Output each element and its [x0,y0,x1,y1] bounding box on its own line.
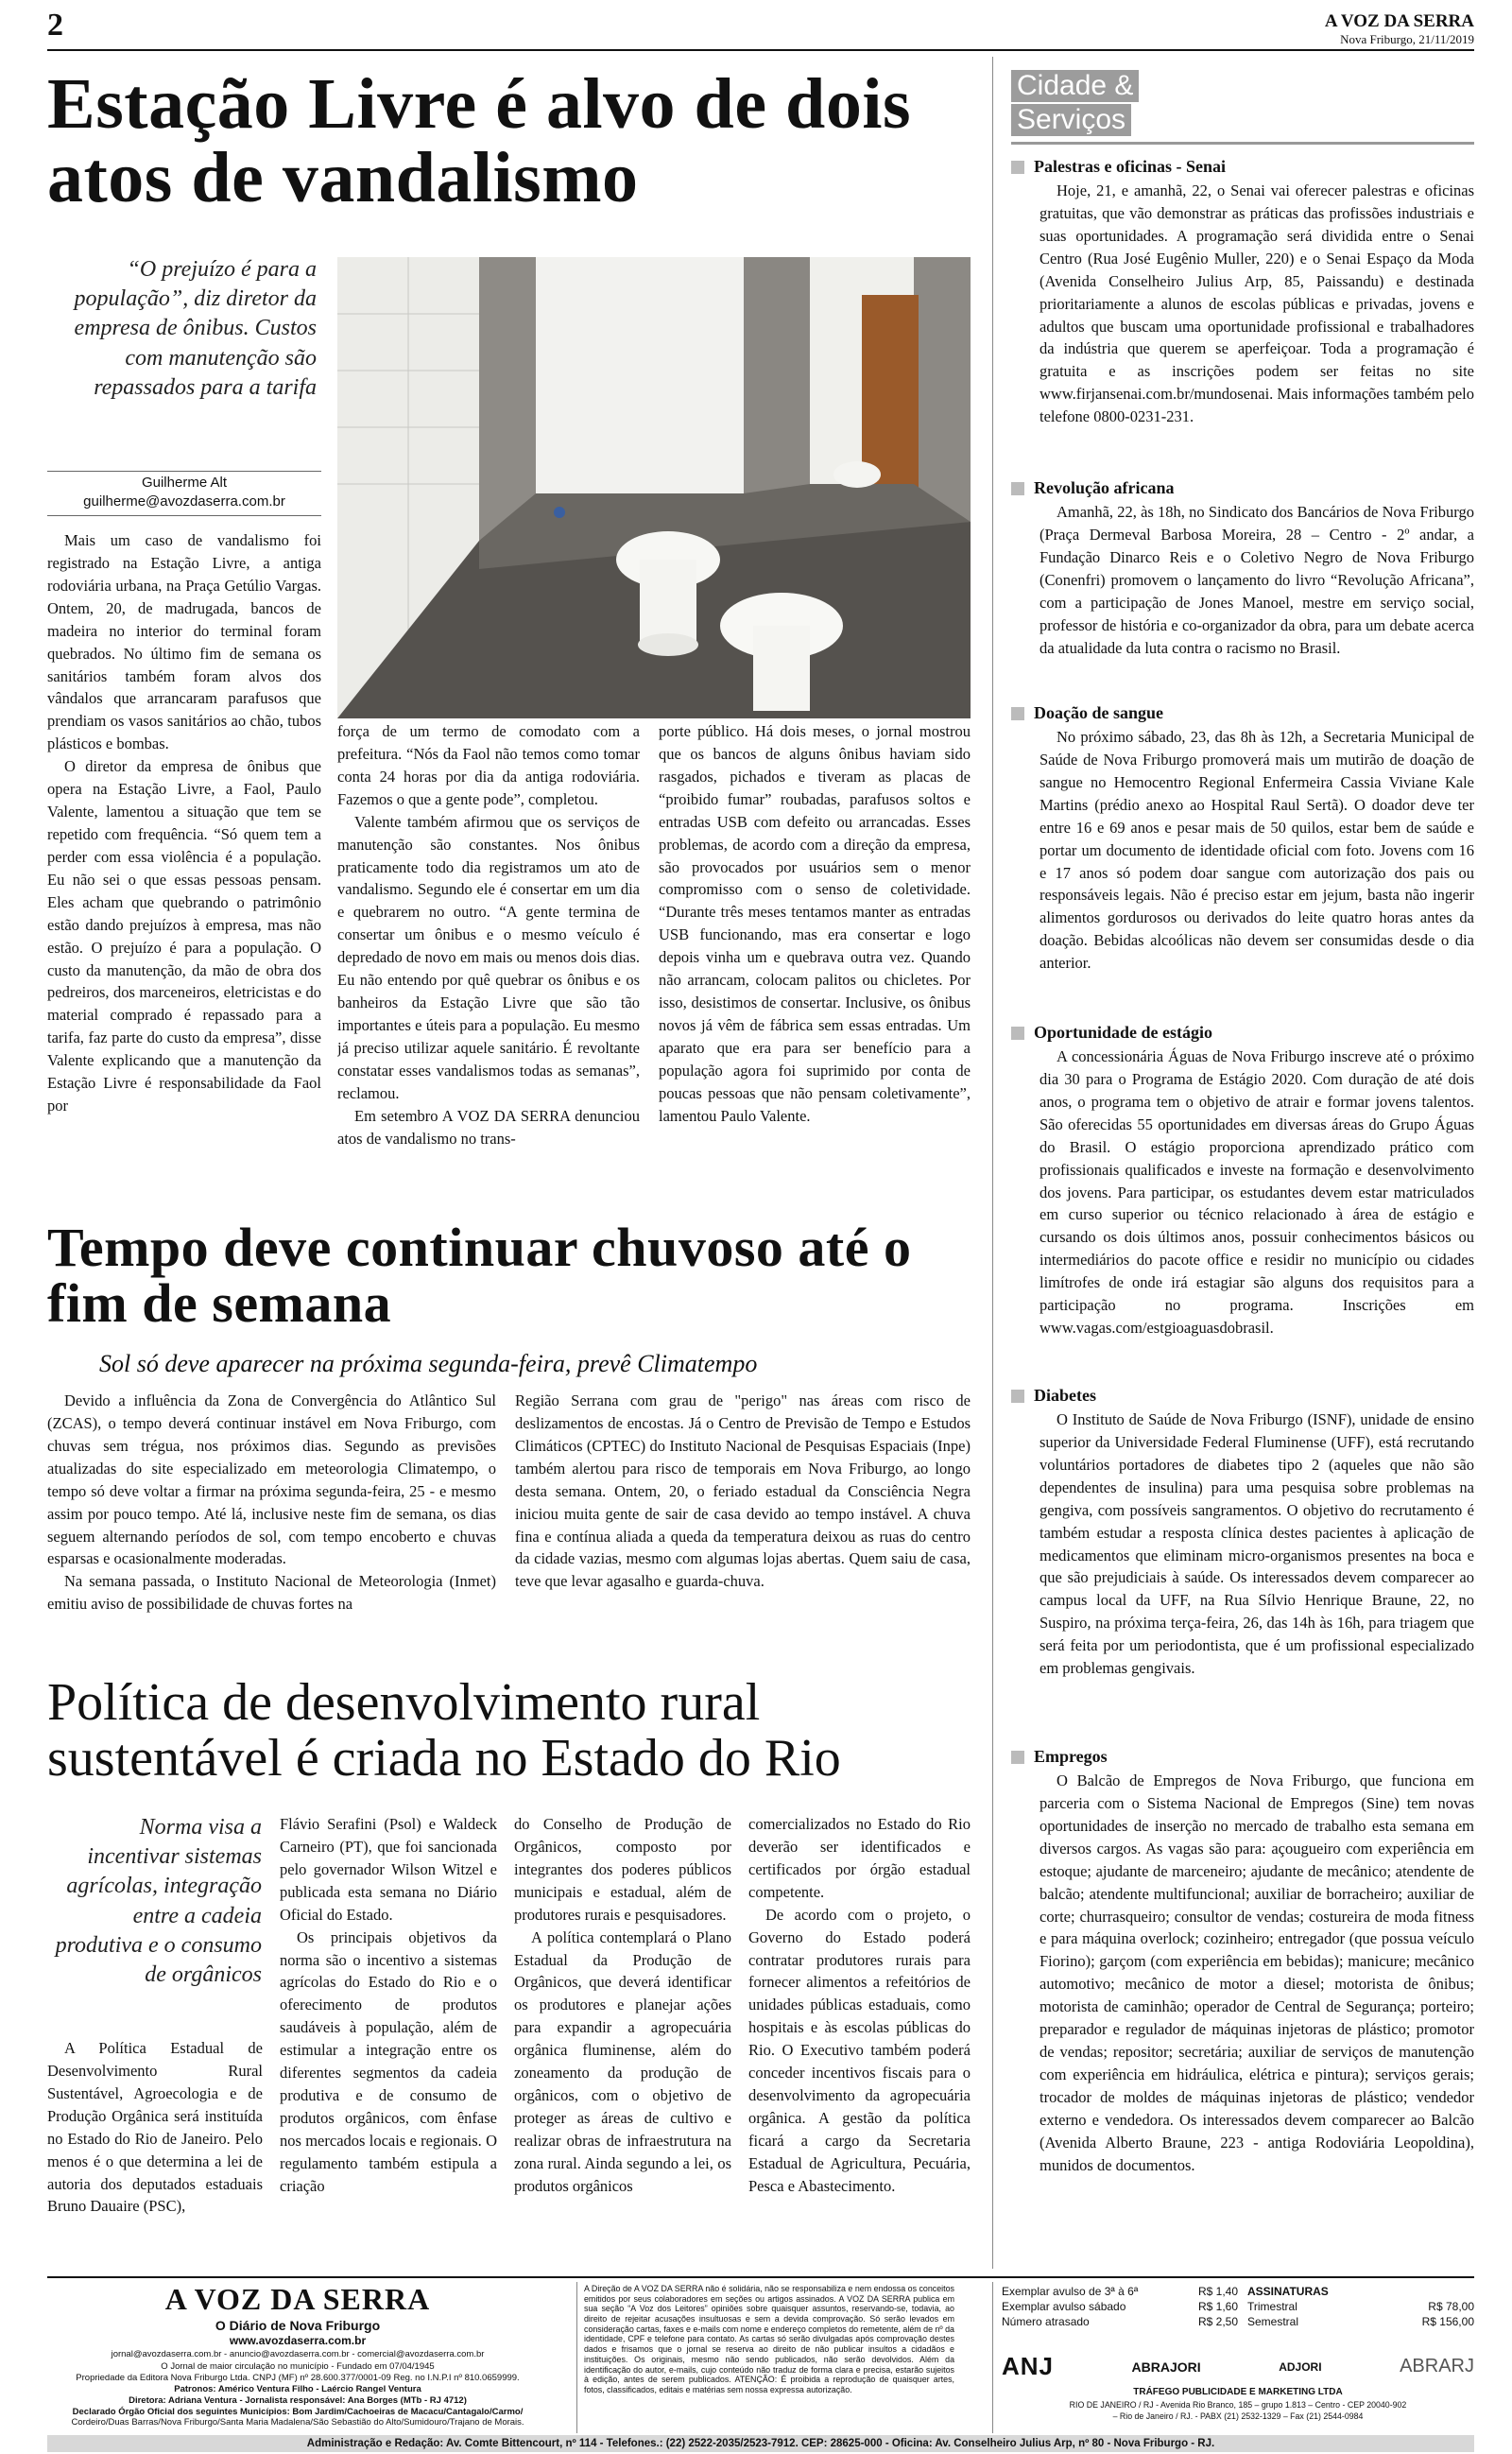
article3-headline: Política de desenvolvimento rural sustentável é criada no Estado do Rio [47,1673,841,1788]
article3-col2-p1: Flávio Serafini (Psol) e Waldeck Carneiro (PT), que foi sancionada pelo governador Wilson Witzel e publicada esta semana no Diário Oficial do Estado. [280,1815,497,1924]
subs-title: ASSINATURAS [1247,2285,1329,2298]
footer-divider-2 [992,2282,993,2433]
price-row [1002,2299,1238,2314]
page-number: 2 [47,8,63,43]
article3-col2 [280,1813,497,2250]
credit-line: Propriedade da Editora Nova Friburgo Ltda. CNPJ (MF) nº 28.600.377/0001-09 Reg. no I.N.P.I nº 810.0659999. [76,2372,520,2383]
article2-headline: Tempo deve continuar chuvoso até o fim de semana [47,1217,912,1335]
sidebar-body-empregos [1040,1770,1474,2252]
byline-email: guilherme@avozdaserra.com.br [83,493,285,510]
sidebar-body-empregos-text: O Balcão de Empregos de Nova Friburgo, que funciona em parceria com o Sistema Nacional de Empregos (Sine) tem novas oportunidades de inserção no mercado de trabalho esta semana em diversos cargos. As vagas são para: açougueiro com experiência em estoque; ajudante de marceneiro; ajudante de mecânico; atendente de balcão; atendente multifuncional; auxiliar de borracheiro; auxiliar de corte; churrasqueiro; consultor de vendas; costureira de moda fitness e para máquina overlock; cozinheiro; entregador (que possua veículo Fiorino); garçom (com experiência em bebidas); manicure; mecânico automotivo; mecânico de motor a diesel; motorista de ônibus; motorista de caminhão; operador de Central de Segurança; porteiro; preparador e regulador de máquinas injetoras de plástico; promotor de vendas; repositor; secretária; auxiliar de serviços de manutenção com experiência em hidráulica, elétrica e pintura); serviços gerais; trocador de moldes de máquinas injetoras de plástico; vendedor externo e vendedora. Os interessados devem comparecer ao Balcão (Avenida Alberto Braune, 223 - antiga Rodoviária Leopoldina), munidos de documentos. [1040,1771,1474,2174]
traffic-line2: – Rio de Janeiro / RJ. - PABX (21) 2532-1329 – Fax (21) 2544-0984 [1112,2411,1364,2421]
subs-label: Semestral [1247,2315,1299,2329]
sidebar-head-senai-text: Palestras e oficinas - Senai [1034,157,1226,176]
article1-col1-p1: Mais um caso de vandalismo foi registrado na Estação Livre, a antiga rodoviária urbana, na Praça Getúlio Vargas. Ontem, 20, de madrugada, bancos de madeira no interior do terminal foram quebrados. No último fim de semana os sanitários também foram alvos dos vândalos que arrancaram parafusos que prendiam os vasos sanitários ao chão, tubos plásticos e bombas. [47,531,321,753]
sidebar-head-empregos-text: Empregos [1034,1747,1108,1766]
footer-credits [47,2361,548,2428]
sidebar-head-estagio-text: Oportunidade de estágio [1034,1023,1213,1042]
footer-prices [1002,2284,1238,2330]
bullet-square-icon [1011,707,1024,720]
paper-name: A VOZ DA SERRA [1324,11,1474,31]
sidebar-head-revolucao-text: Revolução africana [1034,478,1175,497]
abrajori-logo: ABRAJORI [1131,2359,1201,2375]
article3-col2-p2: Os principais objetivos da norma são o incentivo a sistemas agrícolas do Estado do Rio e o oferecimento de produtos saudáveis à população, além de estimular a integração entre os diferentes segmentos da cadeia produtiva e de consumo de produtos orgânicos, com ênfase nos mercados locais e regionais. O regulamento também estipula a criação [280,1927,497,2195]
article3-col1-p1: A Política Estadual de Desenvolvimento Rural Sustentável, Agroecologia e de Produção Orgânica será instituída no Estado do Rio de Janeiro. Pelo menos é o que determina a lei de autoria dos deputados estaduais Bruno Dauaire (PSC), [47,2039,263,2216]
footer-site: www.avozdaserra.com.br [229,2334,367,2347]
price-value: R$ 2,50 [1197,2315,1238,2329]
article3-col3-p1: do Conselho de Produção de Orgânicos, composto por integrantes dos poderes públicos municipais e estadual, além de produtores rurais e pesquisadores. [514,1815,731,1924]
bullet-square-icon [1011,1751,1024,1764]
sidebar-head-sangue [1011,703,1474,723]
sidebar-title-2: Serviços [1011,104,1131,136]
sidebar-head-diabetes [1011,1386,1474,1406]
article1-col3-p1: porte público. Há dois meses, o jornal mostrou que os bancos de alguns ônibus haviam sido rasgados, pichados e tiveram as placas de “proibido fumar” roubadas, parafusos soltos e entradas USB com defeito ou arrancadas. Esses problemas, de acordo com a direção da empresa, são provocados por usuários sem o menor compromisso com o senso de coletividade. “Durante três meses tentamos manter as entradas USB funcionando, mas era consertar e logo depois vinha um e quebrava outra vez. Quando não arrancam, colocam palitos ou chicletes. Por isso, desistimos de consertar. Inclusive, os ônibus novos já vêm de fábrica sem essas entradas. Um aparato que era para ser benefício para a população agora foi suprimido por conta de poucas pessoas que não pensam coletivamente”, lamentou Paulo Valente. [659,722,971,1125]
article1-col2 [337,720,640,1204]
price-row [1002,2284,1238,2299]
footer-address-bar: Administração e Redação: Av. Comte Bittencourt, nº 114 - Telefones.: (22) 2522-2035/2523-7912. CEP: 28625-000 - Oficina: Av. Conselheiro Julius Arp, nº 80 - Nova Friburgo - RJ. [47,2435,1474,2452]
price-row [1002,2314,1238,2329]
sidebar-body-sangue [1040,726,1474,1010]
subs-row [1247,2299,1474,2314]
article3-col1 [47,2037,263,2250]
price-label: Exemplar avulso sábado [1002,2300,1126,2314]
anj-logo: ANJ [1002,2352,1055,2380]
article1-col2-p1: força de um termo de comodato com a prefeitura. “Nós da Faol não temos como tomar conta 24 horas por dia da antiga rodoviária. Fazemos o que a gente pode”, completou. [337,722,640,808]
price-value: R$ 1,40 [1197,2285,1238,2298]
subs-row [1247,2314,1474,2329]
footer-emails: jornal@avozdaserra.com.br - anuncio@avozdaserra.com.br - comercial@avozdaserra.com.br [111,2349,485,2359]
article1-col2-p3: Em setembro A VOZ DA SERRA denunciou atos de vandalismo no trans- [337,1106,640,1148]
footer-rule [47,2276,1474,2278]
article3-col4 [748,1813,971,2250]
footer-subs [1247,2284,1474,2330]
bullet-square-icon [1011,161,1024,174]
article1-col3 [659,720,971,1204]
sidebar-body-estagio-text: A concessionária Águas de Nova Friburgo inscreve até o próximo dia 30 para o Programa de Estágio 2020. Com duração de até dois anos, o programa tem o objetivo de atrair e formar jovens talentos. São oferecidas 55 oportunidades em diversas áreas do Grupo Águas do Brasil. O estágio proporciona aprendizado prático com profissionais qualificados e investe na formação e desenvolvimento dos jovens. Para participar, os estudantes devem estar matriculados em curso superior ou técnico relacionado à área de estágio e cursando os dois últimos anos, possuir conhecimentos básicos ou intermediários do pacote office e residir no município ou cidades limítrofes de onde irá estagiar são alguns dos requisitos para a participação no programa. Inscrições em www.vagas.com/estgioaguasdobrasil. [1040,1047,1474,1338]
sidebar-body-sangue-text: No próximo sábado, 23, das 8h às 12h, a Secretaria Municipal de Saúde de Nova Friburgo promoverá mais um mutirão de doação de sangue no Hemocentro Regional Enfermeira Cassia Viviane Kale Martins (prédio anexo ao Hospital Raul Sertã). O doador deve ter entre 16 e 69 anos e pesar mais de 50 quilos, estar bem de saúde e portar um documento de identidade oficial com foto. Jovens com 16 e 17 anos só podem doar sangue com autorização dos pais ou responsáveis legais. Não é preciso estar em jejum, basta não ingerir alimentos gordurosos ou derivados do leite quatro horas antes da doação. Bebidas alcoólicas não devem ser consumidas desde o dia anterior. [1040,728,1474,973]
sidebar-body-diabetes [1040,1408,1474,1730]
subs-label: Trimestral [1247,2300,1297,2314]
bullet-square-icon [1011,482,1024,495]
article1-headline: Estação Livre é alvo de dois atos de vandalismo [47,64,912,217]
credit-line: Cordeiro/Duas Barras/Nova Friburgo/Santa Maria Madalena/São Sebastião do Alto/Sumidouro/Trajano de Morais. [71,2417,524,2428]
article3-col4-p1: comercializados no Estado do Rio deverão ser identificados e certificados por órgão estadual competente. [748,1815,971,1901]
article2-col1 [47,1390,496,1626]
byline-rule-bottom [47,515,321,516]
subs-value: R$ 78,00 [1428,2300,1474,2314]
article2-deck: Sol só deve aparecer na próxima segunda-feira, prevê Climatempo [99,1350,758,1377]
sidebar-divider [992,57,993,2269]
bullet-square-icon [1011,1390,1024,1403]
sidebar-rule [1011,142,1474,145]
price-value: R$ 1,60 [1197,2300,1238,2314]
article2-col2 [515,1390,971,1626]
credit-line: O Jornal de maior circulação no município - Fundado em 07/04/1945 [161,2361,435,2372]
price-label: Número atrasado [1002,2315,1090,2329]
restroom-photo-illustration [337,257,971,718]
sidebar-body-senai-text: Hoje, 21, e amanhã, 22, o Senai vai oferecer palestras e oficinas gratuitas, que vão demonstrar as práticas das profissões industriais e suas oportunidades. A programação será dividida entre o Senai Centro (Rua José Eugênio Muller, 220) e o Senai Espaço da Moda (Avenida Conselheiro Julius Arp, 85, Paissandu) e destinada prioritariamente a alunos de escolas públicas e privadas, jovens e adultos que buscam uma oportunidade profissional e trabalhadores da indústria que querem se aperfeiçoar. Toda a programação é gratuita e as inscrições podem ser feitas no site www.firjansenai.com.br/mundosenai. Mais informações também pelo telefone 0800-0231-231. [1040,181,1474,426]
credit-line: Patronos: Américo Ventura Filho - Laércio Rangel Ventura [174,2383,421,2394]
sidebar-head-sangue-text: Doação de sangue [1034,703,1164,722]
credit-line: Diretora: Adriana Ventura - Jornalista responsável: Ana Borges (MTb - RJ 4712) [129,2394,467,2406]
traffic-title: TRÁFEGO PUBLICIDADE E MARKETING LTDA [1133,2387,1343,2397]
article3-col4-p2: De acordo com o projeto, o Governo do Estado poderá contratar produtores rurais para fornecer alimentos a refeitórios de unidades públicas estaduais, como hospitais e às escolas públicas do Rio. O Executivo também poderá conceder incentivos fiscais para o desenvolvimento da agropecuária orgânica. A gestão da política ficará a cargo da Secretaria Estadual de Agricultura, Pecuária, Pesca e Abastecimento. [748,1905,971,2195]
footer-divider-1 [576,2282,577,2433]
sidebar-body-diabetes-text: O Instituto de Saúde de Nova Friburgo (ISNF), unidade de ensino superior da Universidade Federal Fluminense (UFF), está recrutando voluntários portadores de diabetes tipo 2 (aqueles que não são dependentes de insulina) para uma pesquisa sobre problemas na gengiva, com possíveis sangramentos. O objetivo do recrutamento é também estudar a resposta clínica destes pacientes à aplicação de medicamentos que eliminam micro-organismos presentes na boca e que são prejudiciais à saúde. Os interessados devem comparecer ao campus local da UFF, na Rua Sílvio Henrique Braune, 22, no Suspiro, na próxima terça-feira, 26, das 14h às 16h, para triagem que será feita por um periodontista, que é um profissional especializado em problemas gengivais. [1040,1410,1474,1678]
sidebar-head-revolucao [1011,478,1474,498]
sidebar-head-estagio [1011,1023,1474,1043]
footer-logos [1002,2352,1474,2381]
sidebar-body-estagio [1040,1046,1474,1367]
sidebar-head-empregos [1011,1747,1474,1767]
price-label: Exemplar avulso de 3ª à 6ª [1002,2285,1139,2298]
restroom-photo [337,257,971,718]
footer-brand: A VOZ DA SERRA [164,2282,431,2316]
adjori-logo: ADJORI [1279,2359,1322,2374]
sidebar-head-senai [1011,157,1474,177]
article2-col1-p1: Devido a influência da Zona de Convergência do Atlântico Sul (ZCAS), o tempo deverá continuar instável em Nova Friburgo, com chuvas sem trégua, nos próximos dias. Segundo as previsões atualizadas do site especializado em meteorologia Climatempo, o tempo só deve voltar a firmar na próxima segunda-feira, 25 - e mesmo assim por pouco tempo. Até lá, inclusive neste fim de semana, os dias seguem alternando períodos de sol, com tempo encoberto e chuvas esparsas e ocasionalmente moderadas. [47,1391,496,1568]
subs-value: R$ 156,00 [1421,2315,1474,2329]
sidebar-body-senai [1040,180,1474,463]
dateline: Nova Friburgo, 21/11/2019 [1340,32,1474,46]
article1-col2-p2: Valente também afirmou que os serviços de manutenção são constantes. Nos ônibus praticamente todo dia registramos um ato de vandalismo. Segundo ele é consertar em um dia e quebrarem no outro. “A gente termina de consertar um ônibus e o mesmo veículo é depredado de novo em mais ou menos dois dias. Eu não entendo por quê quebrar os ônibus e os banheiros da Estação Livre que são tão importantes e úteis para a população. Eu mesmo já preciso utilizar aquele sanitário. É revoltante constatar esses vandalismos todas as semanas”, reclamou. [337,812,640,1102]
footer-disclaimer: A Direção de A VOZ DA SERRA não é solidária, não se responsabiliza e nem endossa os conceitos emitidos por seus colaboradores em seções ou artigos assinados. A VOZ DA SERRA publica em sua seção “A Voz dos Leitores” opiniões sobre quaisquer assuntos, reservando-se, todavia, ao direito de rejeitar acusações insultuosas e sem a devida comprovação. Só serão levados em consideração cartas, faxes e e-mails com nome e endereço completos do remetente, além de nº da identidade, CPF e telefone para contato. As cartas só serão divulgadas após comprovação destes dados e frisamos que o jornal se reserva ao direito de não publicar insultos a cidadãos e instituições. Os originais, mesmo não sendo publicados, não serão devolvidos. Além da identificação do autor, e-mails, cujo conteúdo não traduz de forma clara e precisa, estarão sujeitos à edição, antes de serem publicados. ATENÇÃO: É proibida a reprodução de quaisquer artes, fotos, classificados, editais e matérias sem nossa expressa autorização. [584,2284,954,2394]
byline-rule [47,471,321,472]
article3-deck: Norma visa a incentivar sistemas agrícolas, integração entre a cadeia produtiva e o consumo de orgânicos [55,1815,262,1987]
top-rule [47,49,1474,51]
footer-tagline: O Diário de Nova Friburgo [215,2318,381,2333]
traffic-line1: RIO DE JANEIRO / RJ - Avenida Rio Branco, 185 – grupo 1.813 – Centro - CEP 20040-902 [1069,2400,1407,2410]
sidebar-body-revolucao [1040,501,1474,690]
article3-col3-p2: A política contemplará o Plano Estadual da Produção de Orgânicos, que deverá identificar os produtores e planejar ações para expandir a agropecuária orgânica fluminense, além do zoneamento da produção de orgânicos, com o objetivo de proteger as áreas de cultivo e realizar obras de infraestrutura na zona rural. Ainda segundo a lei, os produtos orgânicos [514,1927,731,2195]
article1-col1 [47,529,321,1204]
article2-col1-p2: Na semana passada, o Instituto Nacional de Meteorologia (Inmet) emitiu aviso de possibilidade de chuvas fortes na [47,1572,496,1614]
sidebar-title-1: Cidade & [1011,70,1139,102]
article1-col1-p2: O diretor da empresa de ônibus que opera na Estação Livre, a Faol, Paulo Valente, lamentou a situação que tem se repetido com frequência. “Só quem tem a perder com essa violência é a população. Eu não sei o que essas pessoas pensam. Eles acham que quebrando o patrimônio estão dando prejuízos à empresa, mas não estão. O prejuízo é para a população. O custo da manutenção, da mão de obra dos pedreiros, dos marceneiros, eletricistas e do material comprado é repassado para a tarifa, faz parte do custo da empresa”, disse Valente explicando que a manutenção da Estação Livre é responsabilidade da Faol por [47,757,321,1115]
article3-col3 [514,1813,731,2250]
abrarj-logo: ABRARJ [1400,2356,1474,2376]
byline-name: Guilherme Alt [141,475,228,491]
sidebar-head-diabetes-text: Diabetes [1034,1386,1096,1405]
article1-deck: “O prejuízo é para a população”, diz diretor da empresa de ônibus. Custos com manutenção são repassados para a tarifa [74,257,317,400]
bullet-square-icon [1011,1027,1024,1040]
article2-col2-p1: Região Serrana com grau de "perigo" nas áreas com risco de deslizamentos de encostas. Já o Centro de Previsão de Tempo e Estudos Climáticos (CPTEC) do Instituto Nacional de Pesquisas Espaciais (Inpe) também alertou para risco de temporais em Nova Friburgo, ao longo desta semana. Ontem, 20, o feriado estadual da Consciência Negra iniciou muita gente de sair de casa devido ao tempo instável. A chuva fina e contínua aliada a queda da temperatura deixou as ruas do centro da cidade vazias, mesmo com algumas lojas abertas. Quem saiu de casa, teve que levar agasalho e guarda-chuva. [515,1391,971,1591]
credit-line: Declarado Órgão Oficial dos seguintes Municípios: Bom Jardim/Cachoeiras de Macacu/Cantagalo/Carmo/ [72,2406,524,2417]
sidebar-body-revolucao-text: Amanhã, 22, às 18h, no Sindicato dos Bancários de Nova Friburgo (Praça Dermeval Barbosa Moreira, 28 – Centro - 2º andar, a Fundação Dinarco Reis e o Coletivo Negro de Nova Friburgo (Conenfri) promovem o lançamento do livro “Revolução Africana”, com a participação de Jones Manoel, mestre em serviço social, professor de história e co-organizador da obra, para um debate acerca da atualidade da luta contra o racismo no Brasil. [1040,503,1474,657]
